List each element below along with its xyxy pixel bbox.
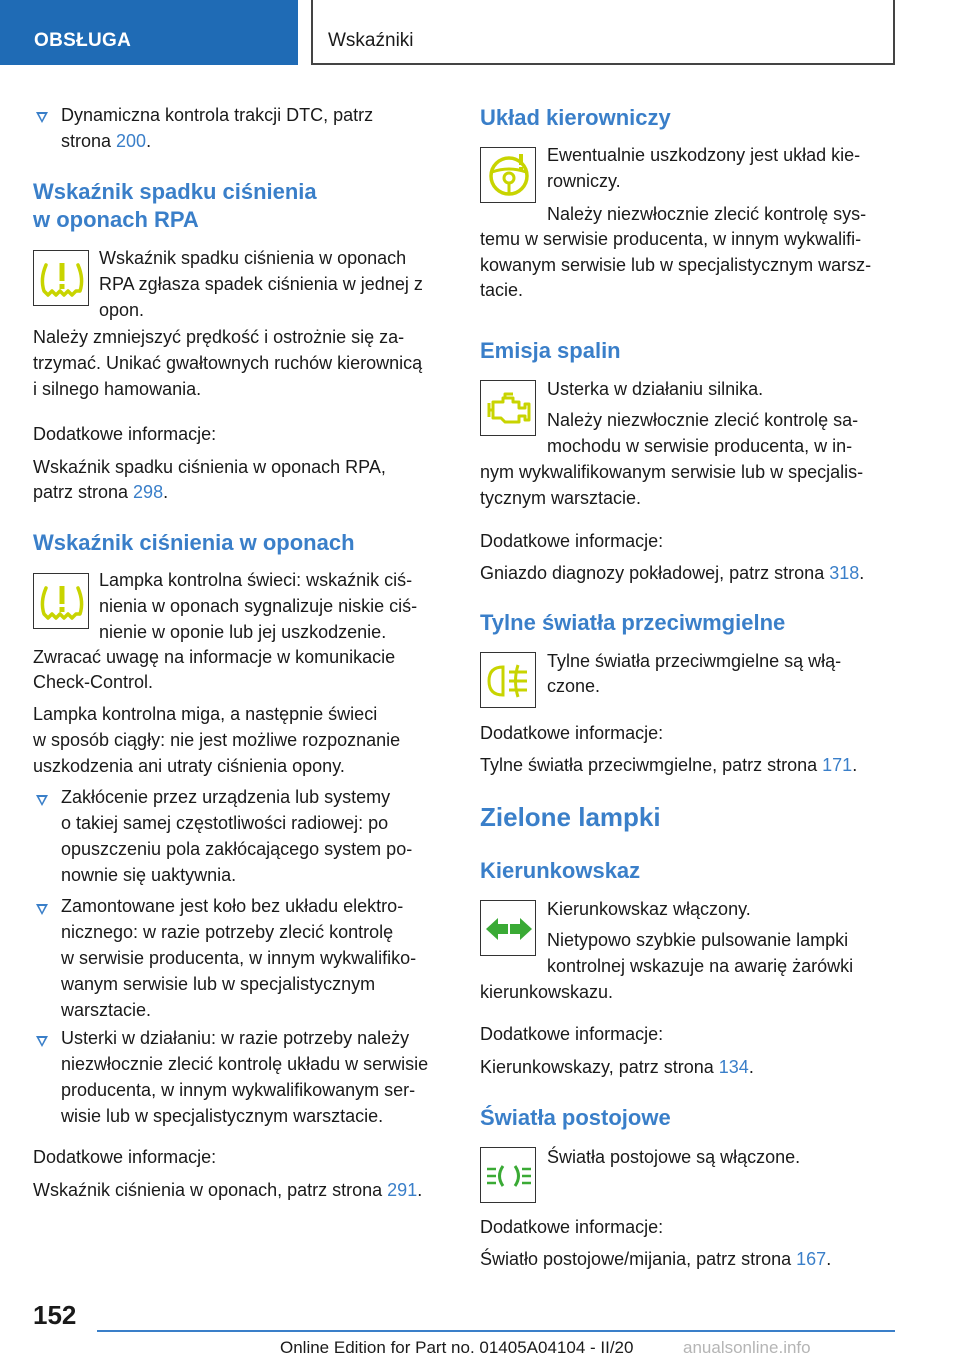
more-info-text: Kierunkowskazy, patrz strona 134. [480,1057,754,1077]
section-heading-rpa-line2: w oponach RPA [33,207,199,232]
page-number: 152 [33,1300,77,1330]
fog-icon-text: Tylne światła przeciwmgielne są włą- [547,651,842,671]
page-link[interactable]: 171 [822,755,853,775]
turn-icon-text: kontrolnej wskazuje na awarię żarówki [547,956,854,976]
bullet-text-line: Dynamiczna kontrola trakcji DTC, patrz [61,105,374,125]
bullet-text-line: nicznego: w razie potrzeby zlecić kontrolę [61,922,394,942]
bullet-text-line: strona 200. [61,131,152,151]
more-info-text: Wskaźnik ciśnienia w oponach, patrz strona 291. [33,1180,423,1200]
edition-text: Online Edition for Part no. 01405A04104 - II/20 [280,1338,634,1357]
more-info-text: patrz strona 298. [33,482,169,502]
rpa-icon-text: opon. [99,300,145,320]
page-title: Wskaźniki [328,30,414,51]
page-link[interactable]: 167 [796,1249,827,1269]
more-info-label: Dodatkowe informacje: [480,723,664,743]
engine-warning-icon [480,380,536,436]
bullet-text-line: producenta, w innym wykwalifikowanym ser- [61,1080,416,1100]
turn-icon-text: Nietypowo szybkie pulsowanie lampki [547,930,849,950]
bullet-text-line: niezwłocznie zlecić kontrolę układu w serwisie [61,1054,429,1074]
bullet-text-line: Zamontowane jest koło bez układu elektro- [61,896,404,916]
rpa-icon-text: Wskaźnik spadku ciśnienia w oponach [99,248,407,268]
more-info-text: Światło postojowe/mijania, patrz strona 167. [480,1249,832,1269]
section-heading-tire-pressure: Wskaźnik ciśnienia w oponach [33,530,355,555]
turn-body: kierunkowskazu. [480,982,614,1002]
tire-icon-text: nienie w oponie lub jej uszkodzenie. [99,622,387,642]
tire-body: Check-Control. [33,672,154,692]
emission-body: tycznym warsztacie. [480,488,642,508]
section-heading-parking-lights: Światła postojowe [480,1105,671,1130]
tire-body: Zwracać uwagę na informacje w komunikacie [33,647,396,667]
steering-icon-text: Ewentualnie uszkodzony jest układ kie- [547,145,861,165]
more-info-text: Wskaźnik spadku ciśnienia w oponach RPA, [33,457,386,477]
bullet-marker [36,904,48,915]
section-tab [0,0,298,65]
bullet-marker [36,1036,48,1047]
emission-icon-text: Należy niezwłocznie zlecić kontrolę sa- [547,410,859,430]
emission-icon-text: Usterka w działaniu silnika. [547,379,764,399]
tire-pressure-warning-icon [33,250,89,306]
rpa-icon-text: RPA zgłasza spadek ciśnienia w jednej z [99,274,423,294]
bullet-text-line: nownie się uaktywnia. [61,865,237,885]
steering-icon-text: Należy niezwłocznie zlecić kontrolę sys- [547,204,867,224]
steering-icon-text: rowniczy. [547,171,621,191]
rpa-body: trzymać. Unikać gwałtownych ruchów kierownicą [33,353,423,373]
tire-body: w sposób ciągły: nie jest możliwe rozpoznanie [33,730,401,750]
emission-icon-text: mochodu w serwisie producenta, w in- [547,436,853,456]
emission-body: nym wykwalifikowanym serwisie lub w specjalis- [480,462,864,482]
rpa-body: Należy zmniejszyć prędkość i ostrożnie się za- [33,327,405,347]
more-info-label: Dodatkowe informacje: [33,1147,217,1167]
bullet-text-line: Usterki w działaniu: w razie potrzeby należy [61,1028,410,1048]
steering-body: temu w serwisie producenta, w innym wykwalifi- [480,229,862,249]
section-heading-rear-fog: Tylne światła przeciwmgielne [480,610,786,635]
section-heading-turn-signal: Kierunkowskaz [480,858,641,883]
bullet-text-line: wanym serwisie lub w specjalistycznym [61,974,376,994]
parking-icon-text: Światła postojowe są włączone. [547,1147,801,1167]
steering-body: kowanym serwisie lub w specjalistycznym warsz- [480,255,872,275]
bullet-marker [36,112,48,123]
bullet-text-line: o takiej samej częstotliwości radiowej: po [61,813,389,833]
bullet-text-line: warsztacie. [61,1000,152,1020]
tire-pressure-warning-icon [33,573,89,629]
steering-wheel-warning-icon [480,147,536,203]
section-heading-emission: Emisja spalin [480,338,621,363]
turn-signal-icon [480,900,536,956]
footer-divider [97,1330,895,1332]
page-link[interactable]: 134 [718,1057,749,1077]
bullet-text-line: w serwisie producenta, w innym wykwalifiko- [61,948,417,968]
parking-light-icon [480,1147,536,1203]
tire-body: uszkodzenia ani utraty ciśnienia opony. [33,756,345,776]
page-link[interactable]: 291 [387,1180,418,1200]
bullet-marker [36,795,48,806]
section-heading-rpa: Wskaźnik spadku ciśnienia [33,179,317,204]
rpa-body: i silnego hamowania. [33,379,202,399]
watermark: anualsonline.info [683,1338,811,1357]
bullet-text-line: opuszczeniu pola zakłócającego system po- [61,839,413,859]
fog-icon-text: czone. [547,676,601,696]
rear-fog-light-icon [480,652,536,708]
bullet-text-line: wisie lub w specjalistycznym warsztacie. [61,1106,384,1126]
more-info-text: Tylne światła przeciwmgielne, patrz strona 171. [480,755,858,775]
page-header [311,0,895,65]
tire-icon-text: nienia w oponach sygnalizuje niskie ciś- [99,596,418,616]
chapter-heading-green-lights: Zielone lampki [480,802,661,832]
tire-body: Lampka kontrolna miga, a następnie świeci [33,704,378,724]
section-label: OBSŁUGA [34,30,132,51]
turn-icon-text: Kierunkowskaz włączony. [547,899,751,919]
bullet-text-line: Zakłócenie przez urządzenia lub systemy [61,787,391,807]
tire-icon-text: Lampka kontrolna świeci: wskaźnik ciś- [99,570,413,590]
more-info-text: Gniazdo diagnozy pokładowej, patrz strona 318. [480,563,865,583]
more-info-label: Dodatkowe informacje: [480,531,664,551]
steering-body: tacie. [480,280,524,300]
more-info-label: Dodatkowe informacje: [480,1024,664,1044]
page-link[interactable]: 318 [829,563,860,583]
section-heading-steering: Układ kierowniczy [480,105,671,130]
more-info-label: Dodatkowe informacje: [33,424,217,444]
more-info-label: Dodatkowe informacje: [480,1217,664,1237]
page-link[interactable]: 298 [133,482,164,502]
page-link[interactable]: 200 [116,131,147,151]
